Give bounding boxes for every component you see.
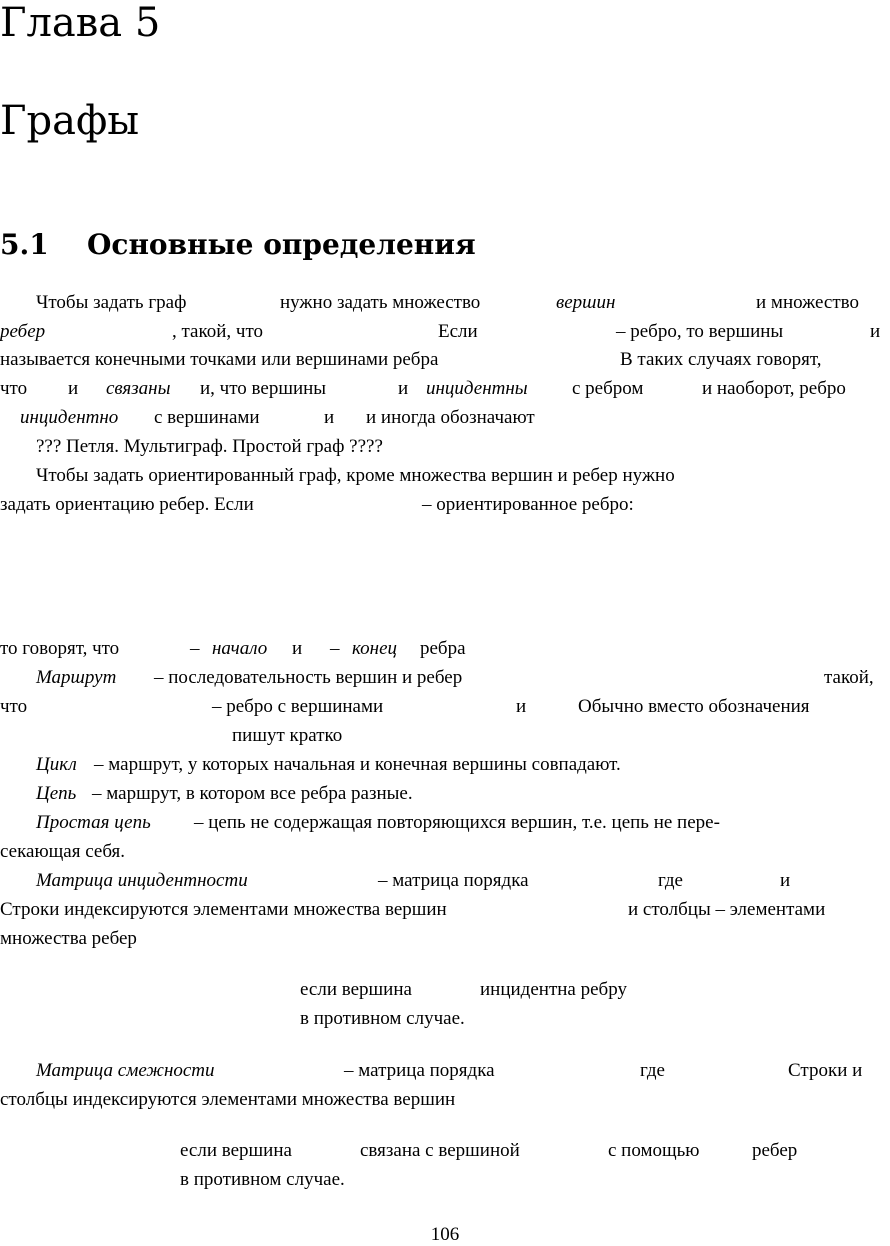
p1-term-edges: ребер [0,321,46,342]
p1-text: и наоборот, ребро [702,378,846,399]
p4-text: и [292,638,303,659]
p6-text: – маршрут, у которых начальная и конечная вершины совпадают. [94,754,621,775]
p5-text: Обычно вместо обозначения [578,696,810,717]
p1-text: Если [438,321,478,342]
p7-text: – маршрут, в котором все ребра разные. [92,783,413,804]
page-number: 106 [430,1224,460,1245]
p1-text: и множество [756,292,859,313]
p9-case-text: инцидентна ребру [480,979,627,1000]
p9-text: – матрица порядка [378,870,529,891]
p10-case-text: если вершина [180,1140,292,1161]
chapter-heading: Глава 5 [0,0,161,46]
p5-text: – последовательность вершин и ребер [154,667,463,688]
p3-text: Чтобы задать ориентированный граф, кроме множества вершин и ребер нужно [36,465,675,486]
p9-text: где [658,870,683,891]
p6-term-cycle: Цикл [36,754,77,775]
p9-text: Строки индексируются элементами множества вершин [0,899,447,920]
p1-text: В таких случаях говорят, [620,349,822,370]
p1-text: – ребро, то вершины [616,321,784,342]
p3-text: задать ориентацию ребер. Если [0,494,254,515]
p1-text: называется конечными точками или вершинами ребра [0,349,439,370]
p10-text: – матрица порядка [344,1060,495,1081]
p8-text: – цепь не содержащая повторяющихся вершин, т.е. цепь не пере- [194,812,720,833]
p1-text: , такой, что [172,321,264,342]
p5-text: пишут кратко [232,725,343,746]
p1-term-incident: инцидентны [426,378,528,399]
p10-case-text: с помощью [608,1140,700,1161]
p10-case-text: ребер [752,1140,798,1161]
chapter-title: Графы [0,98,140,144]
p3-text: – ориентированное ребро: [422,494,634,515]
p7-term-chain: Цепь [36,783,77,804]
p9-case-text: в противном случае. [300,1008,465,1029]
p1-text: и, что вершины [200,378,327,399]
p5-text: что [0,696,28,717]
p5-text: и [516,696,527,717]
p4-text: – [330,638,340,659]
p1-term-vertices: вершин [556,292,616,313]
p9-text: и [780,870,791,891]
p10-term-adjacency-matrix: Матрица смежности [36,1060,215,1081]
p1-term-incident: инцидентно [20,407,119,428]
p10-text: столбцы индексируются элементами множества вершин [0,1089,456,1110]
p10-case-text: связана с вершиной [360,1140,520,1161]
section-number: 5.1 [0,228,49,261]
p1-text: и [324,407,335,428]
section-title: Основные определения [87,228,476,261]
p1-text: с ребром [572,378,644,399]
p1-term-connected: связаны [106,378,171,399]
p10-case-text: в противном случае. [180,1169,345,1190]
p1-text: и [398,378,409,399]
p1-text: и [870,321,881,342]
section-heading [0,227,476,263]
p8-text: секающая себя. [0,841,126,862]
p9-case-text: если вершина [300,979,412,1000]
p1-text: нужно задать множество [280,292,481,313]
p4-text: то говорят, что [0,638,120,659]
p1-text: что [0,378,28,399]
p8-term-simple-chain: Простая цепь [36,812,151,833]
p4-term-start: начало [212,638,268,659]
p9-text: множества ребер [0,928,137,949]
p2-text: ??? Петля. Мультиграф. Простой граф ???? [36,436,383,457]
p5-text: такой, [824,667,874,688]
p4-text: ребра [420,638,466,659]
p9-text: и столбцы – элементами [628,899,826,920]
p1-text: с вершинами [154,407,260,428]
p5-text: – ребро с вершинами [212,696,384,717]
p4-text: – [190,638,200,659]
p10-text: Строки и [788,1060,863,1081]
p10-text: где [640,1060,665,1081]
p5-term-route: Маршрут [36,667,117,688]
p1-text: Чтобы задать граф [36,292,187,313]
p1-text: и [68,378,79,399]
p1-text: и иногда обозначают [366,407,535,428]
p4-term-end: конец [352,638,398,659]
p9-term-incidence-matrix: Матрица инцидентности [36,870,248,891]
